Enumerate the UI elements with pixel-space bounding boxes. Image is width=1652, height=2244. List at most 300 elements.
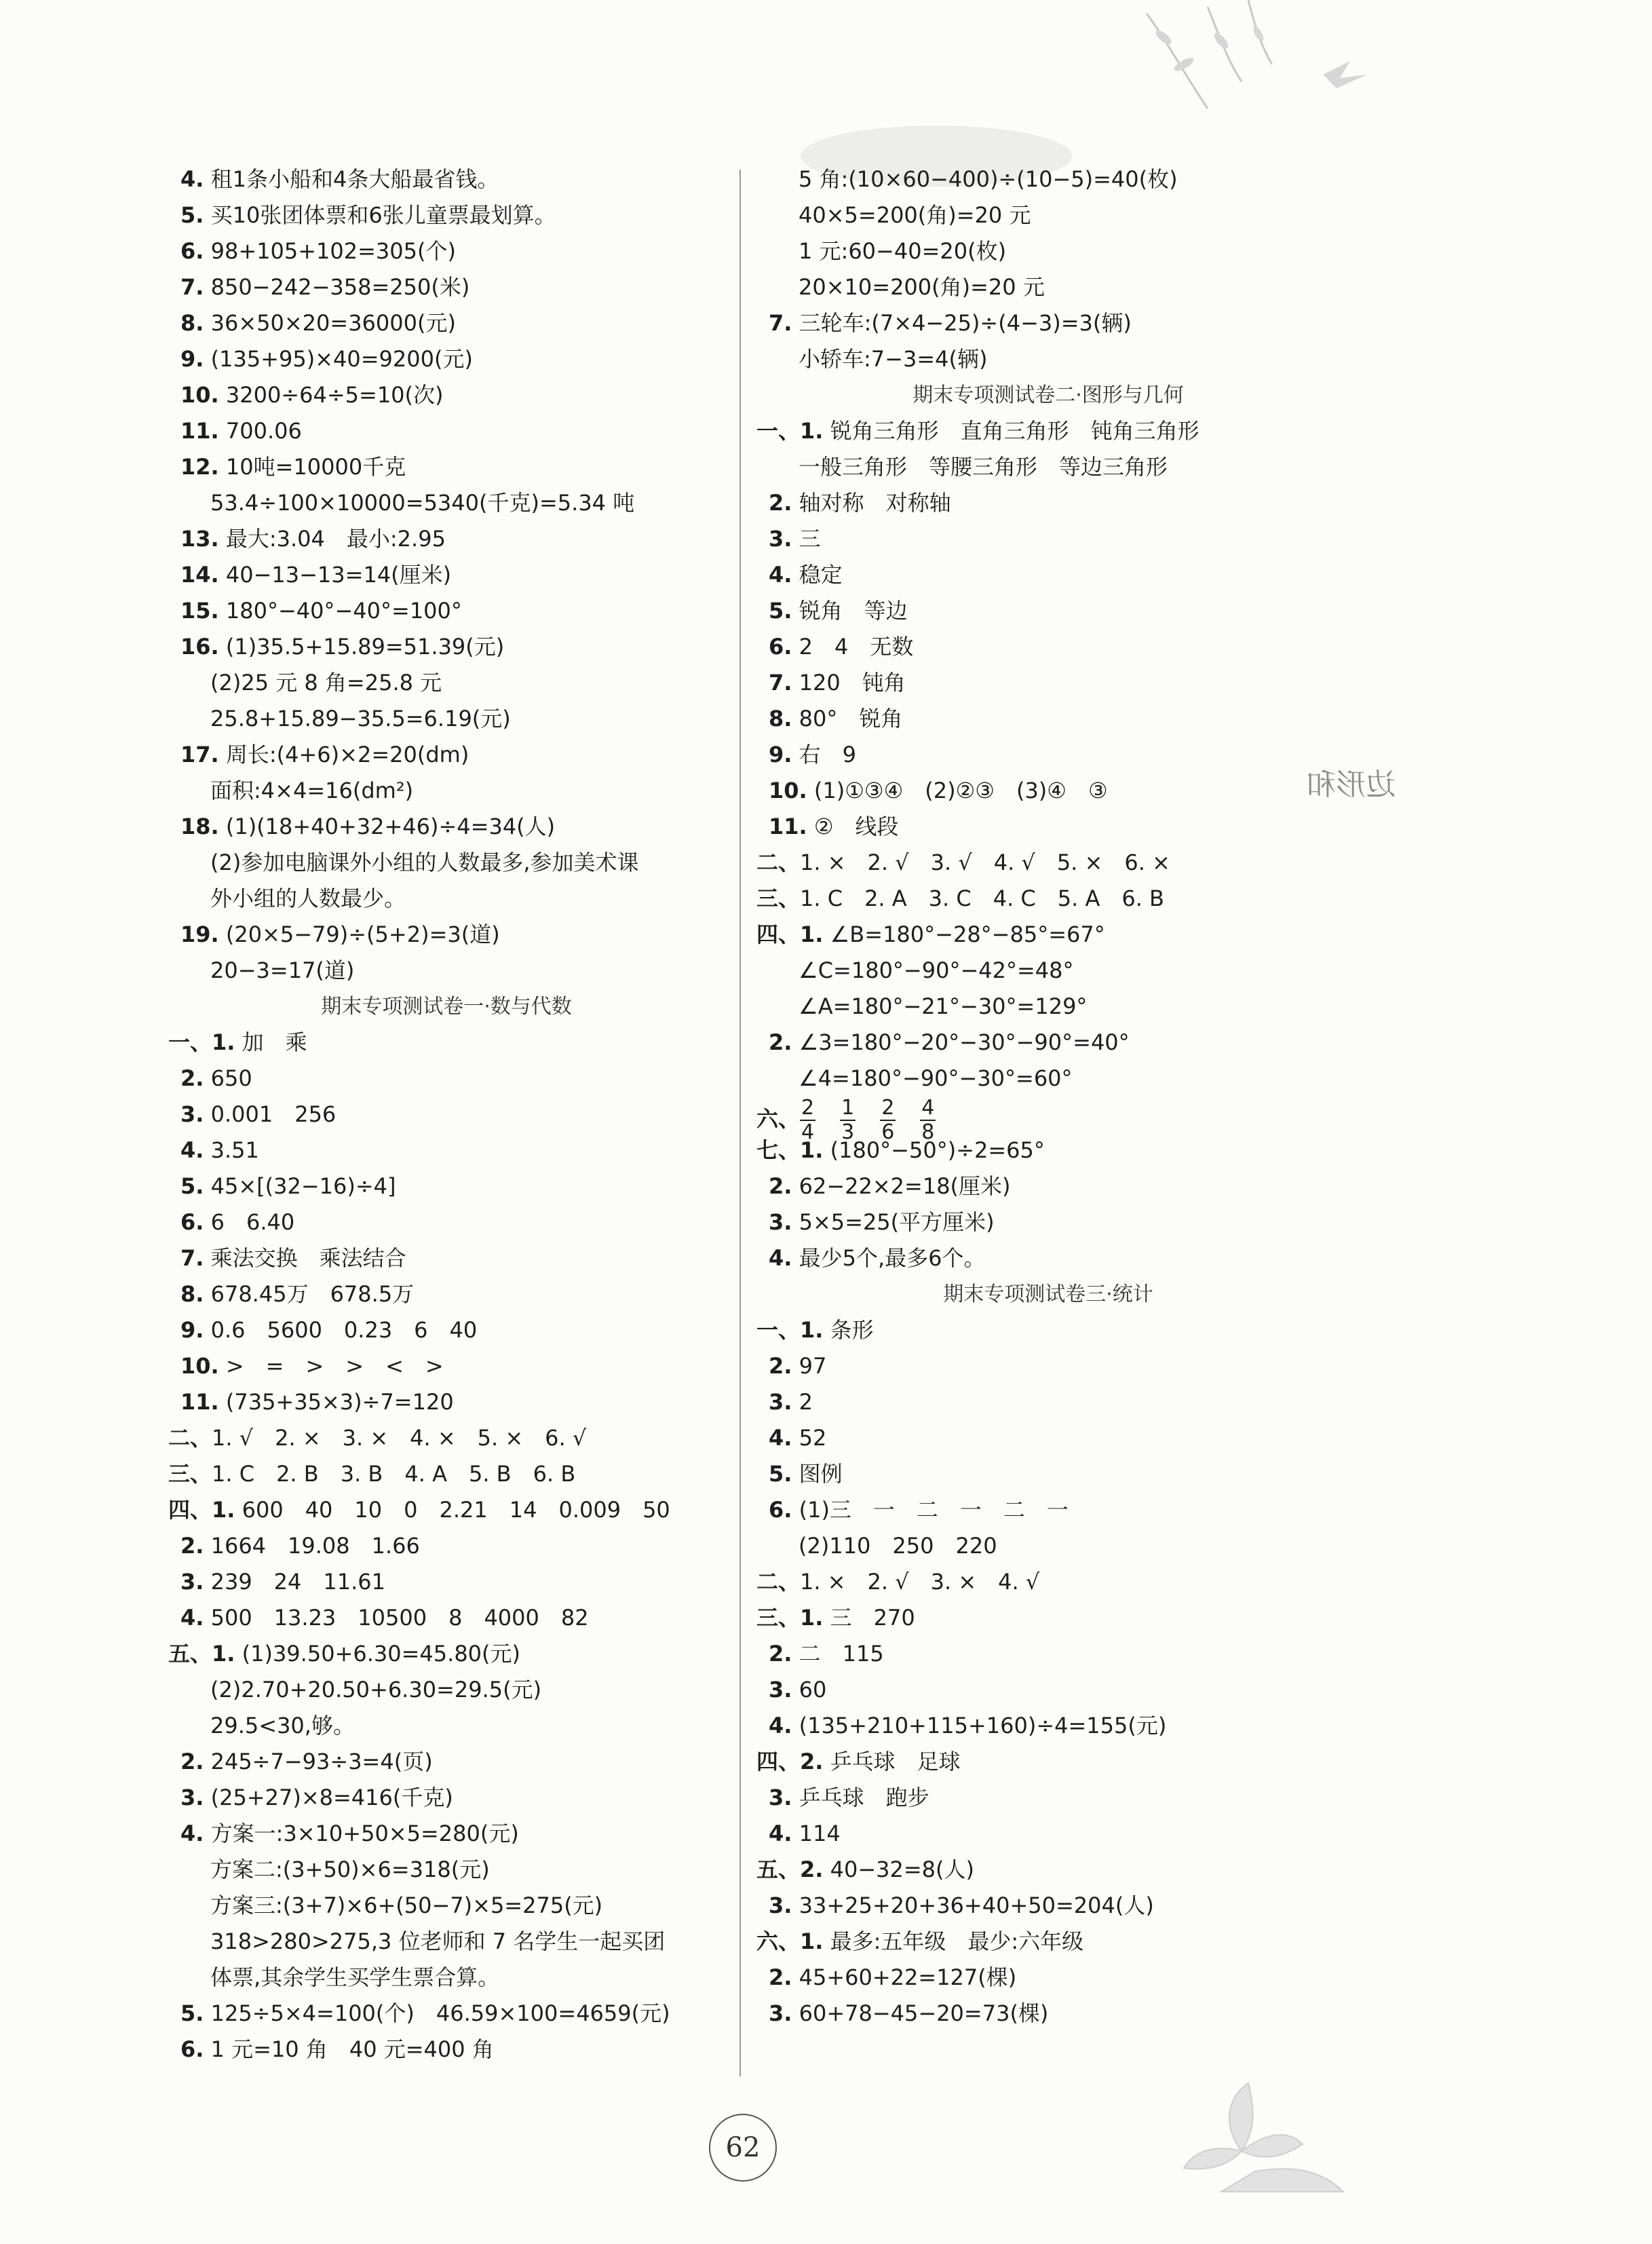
answer-line (168, 1600, 725, 1636)
answer-text: ∠B=180°−28°−85°=67° (830, 921, 1105, 947)
answer-text: 29.5<30,够。 (210, 1713, 355, 1738)
section-number: 六、 (756, 1928, 801, 1954)
answer-line (168, 1133, 725, 1168)
answer-line (168, 593, 725, 629)
answer-line (756, 1960, 1340, 1996)
answer-line (168, 665, 725, 701)
answer-line (168, 1528, 725, 1564)
section-number: 五、 (168, 1641, 212, 1667)
answer-line (168, 1636, 725, 1672)
answer-line (756, 665, 1340, 701)
answer-text: 3.51 (210, 1137, 259, 1163)
answer-text: 外小组的人数最少。 (210, 886, 406, 911)
answer-line (756, 1025, 1340, 1061)
item-number: 18. (180, 814, 219, 839)
item-number: 2. (180, 1065, 204, 1091)
section-number: 六、 (756, 1106, 801, 1132)
item-number: 3. (180, 1101, 204, 1127)
answer-text: 锐角三角形 直角三角形 钝角三角形 (830, 418, 1199, 444)
item-number: 5. (180, 1173, 204, 1199)
right-column (756, 161, 1340, 2032)
answer-line (168, 1996, 725, 2032)
answer-line (756, 1852, 1340, 1888)
item-number: 2. (769, 490, 792, 516)
answer-line (756, 233, 1340, 269)
answer-text: (735+35×3)÷7=120 (225, 1389, 454, 1415)
answer-line (168, 1384, 725, 1420)
section-number: 七、 (756, 1137, 801, 1163)
answer-text: (2)参加电脑课外小组的人数最多,参加美术课 (210, 850, 639, 875)
item-number: 7. (769, 670, 792, 696)
item-number: 9. (180, 346, 204, 372)
answer-text: 52 (799, 1425, 827, 1451)
answer-line (168, 1168, 725, 1204)
answer-text: 三 270 (830, 1605, 915, 1631)
answer-line (168, 1097, 725, 1133)
item-number: 2. (800, 1857, 824, 1882)
item-number: 10. (769, 778, 807, 803)
answer-line (756, 881, 1340, 917)
answer-text: ∠C=180°−90°−42°=48° (799, 957, 1074, 983)
item-number: 2. (769, 1029, 792, 1055)
answer-line (756, 197, 1340, 233)
item-number: 2. (769, 1641, 792, 1667)
item-number: 14. (180, 562, 219, 588)
section-number: 三、 (756, 1605, 801, 1631)
answer-line (168, 1240, 725, 1276)
answer-text: (2)25 元 8 角=25.8 元 (210, 670, 442, 696)
answer-line (756, 1096, 1340, 1144)
answer-text: 稳定 (799, 562, 843, 588)
answer-text: 600 40 10 0 2.21 14 0.009 50 (242, 1497, 670, 1523)
answer-line (756, 773, 1340, 809)
item-number: 11. (769, 814, 807, 839)
answer-line (756, 1456, 1340, 1492)
item-number: 17. (180, 742, 219, 767)
item-number: 6. (769, 634, 792, 660)
answer-line (756, 989, 1340, 1025)
answer-line (756, 1744, 1340, 1780)
answer-text: (180°−50°)÷2=65° (830, 1137, 1045, 1163)
section-heading: 期末专项测试卷一·数与代数 (321, 995, 572, 1019)
item-number: 8. (769, 706, 792, 731)
answer-line (168, 233, 725, 269)
answer-text: 45×[(32−16)÷4] (210, 1173, 396, 1199)
answer-text: 3200÷64÷5=10(次) (225, 382, 444, 408)
answer-line (168, 629, 725, 665)
fraction-denominator: 4 (801, 1120, 815, 1144)
item-number: 16. (180, 634, 219, 660)
answer-text: 40−13−13=14(厘米) (225, 562, 452, 588)
answer-line (756, 557, 1340, 593)
section-number: 三、 (168, 1461, 212, 1487)
answer-line (756, 1996, 1340, 2032)
section-number: 二、 (756, 1569, 801, 1595)
answer-text: (1)35.5+15.89=51.39(元) (225, 634, 505, 660)
answer-line (168, 1564, 725, 1600)
answer-line (168, 1276, 725, 1312)
item-number: 4. (180, 1821, 204, 1846)
answer-text: (25+27)×8=416(千克) (210, 1785, 453, 1810)
answer-text: 33+25+20+36+40+50=204(人) (799, 1893, 1154, 1918)
answer-line (168, 1888, 725, 1924)
answer-line (168, 1061, 725, 1097)
answer-line (168, 1204, 725, 1240)
answer-text: 60+78−45−20=73(棵) (799, 2000, 1049, 2026)
item-number: 7. (769, 310, 792, 336)
answer-line (168, 521, 725, 557)
answer-line (168, 485, 725, 521)
answer-line (756, 305, 1340, 341)
answer-line (756, 1564, 1340, 1600)
answer-text: 40×5=200(角)=20 元 (799, 202, 1031, 228)
answer-line (756, 1168, 1340, 1204)
answer-line (756, 521, 1340, 557)
item-number: 5. (769, 598, 792, 624)
answer-line (168, 1312, 725, 1348)
item-number: 10. (180, 1353, 219, 1379)
answer-text: 5 角:(10×60−400)÷(10−5)=40(枚) (799, 166, 1178, 192)
answer-line (168, 1708, 725, 1744)
answer-text: (2)2.70+20.50+6.30=29.5(元) (210, 1677, 542, 1703)
answer-text: 方案三:(3+7)×6+(50−7)×5=275(元) (210, 1893, 603, 1918)
answer-line (168, 161, 725, 197)
answer-text: 318>280>275,3 位老师和 7 名学生一起买团 (210, 1928, 666, 1954)
answer-line (756, 845, 1340, 881)
fraction-denominator: 3 (841, 1120, 855, 1144)
answer-line (168, 881, 725, 917)
item-number: 2. (769, 1353, 792, 1379)
answer-text: 114 (799, 1821, 841, 1846)
item-number: 8. (180, 310, 204, 336)
answer-line (756, 917, 1340, 953)
item-number: 3. (180, 1785, 204, 1810)
answer-text: 0.001 256 (210, 1101, 337, 1127)
answer-text: 三轮车:(7×4−25)÷(4−3)=3(辆) (799, 310, 1132, 336)
item-number: 19. (180, 921, 219, 947)
item-number: 15. (180, 598, 219, 624)
answer-text: 2 (799, 1389, 813, 1415)
answer-line (168, 701, 725, 737)
item-number: 7. (180, 274, 204, 300)
answer-line (168, 773, 725, 809)
answer-text: 轴对称 对称轴 (799, 490, 951, 516)
section-number: 四、 (756, 1749, 801, 1774)
answer-text: 租1条小船和4条大船最省钱。 (210, 166, 499, 192)
answer-text: ∠4=180°−90°−30°=60° (799, 1065, 1073, 1091)
answer-text: 1 元=10 角 40 元=400 角 (210, 2036, 494, 2062)
answer-text: ∠3=180°−20°−30°−90°=40° (799, 1029, 1130, 1055)
item-number: 4. (769, 1245, 792, 1271)
answer-line (168, 197, 725, 233)
item-number: 6. (769, 1497, 792, 1523)
answer-text: 6 6.40 (210, 1209, 295, 1235)
answer-line (168, 1744, 725, 1780)
column-divider (739, 170, 741, 2076)
answer-text: 乘法交换 乘法结合 (210, 1245, 406, 1271)
answer-text: 125÷5×4=100(个) 46.59×100=4659(元) (210, 2000, 670, 2026)
section-number: 一、 (756, 418, 801, 444)
answer-text: 买10张团体票和6张儿童票最划算。 (210, 202, 556, 228)
answer-line (756, 1061, 1340, 1097)
answer-line (168, 1672, 725, 1708)
answer-line (168, 737, 725, 773)
answer-line (168, 845, 725, 881)
item-number: 4. (769, 1821, 792, 1846)
item-number: 1. (800, 921, 824, 947)
answer-line (168, 269, 725, 305)
item-number: 10. (180, 382, 219, 408)
answer-text: 1664 19.08 1.66 (210, 1533, 420, 1559)
answer-line (756, 737, 1340, 773)
answer-text: 97 (799, 1353, 827, 1379)
answer-line (756, 1780, 1340, 1816)
answer-text: 三 (799, 526, 821, 552)
answer-line (756, 1600, 1340, 1636)
answer-line (168, 1025, 725, 1061)
answer-text: 36×50×20=36000(元) (210, 310, 456, 336)
answer-line (756, 1528, 1340, 1564)
answer-text: 2 4 无数 (799, 634, 914, 660)
fraction-numerator: 2 (801, 1096, 815, 1120)
section-number: 四、 (168, 1497, 212, 1523)
answer-text: 图例 (799, 1461, 843, 1487)
answer-text: (1)三 一 二 一 二 一 (799, 1497, 1069, 1523)
answer-line (168, 557, 725, 593)
answer-text: 1. × 2. √ 3. √ 4. √ 5. × 6. × (800, 850, 1170, 875)
item-number: 4. (769, 1425, 792, 1451)
answer-text: 方案二:(3+50)×6=318(元) (210, 1857, 490, 1882)
item-number: 3. (180, 1569, 204, 1595)
item-number: 4. (180, 1605, 204, 1631)
item-number: 4. (180, 166, 204, 192)
answer-line (168, 809, 725, 845)
item-number: 3. (769, 1389, 792, 1415)
fraction-numerator: 2 (881, 1096, 895, 1120)
section-number: 四、 (756, 921, 801, 947)
answer-line (168, 377, 725, 413)
item-number: 2. (800, 1749, 824, 1774)
answer-line (756, 485, 1340, 521)
answer-line (756, 413, 1340, 449)
item-number: 5. (769, 1461, 792, 1487)
item-number: 4. (769, 1713, 792, 1738)
answer-line (168, 953, 725, 989)
item-number: 2. (769, 1173, 792, 1199)
answer-line (756, 1888, 1340, 1924)
answer-line (756, 1312, 1340, 1348)
item-number: 4. (180, 1137, 204, 1163)
answer-line (168, 1492, 725, 1528)
item-number: 1. (800, 1317, 824, 1343)
answer-text: (2)110 250 220 (799, 1533, 997, 1559)
answer-line (756, 1708, 1340, 1744)
section-number: 二、 (756, 850, 801, 875)
section-number: 一、 (168, 1029, 212, 1055)
answer-text: 体票,其余学生买学生票合算。 (210, 1964, 500, 1990)
answer-line (756, 1348, 1340, 1384)
item-number: 1. (212, 1029, 235, 1055)
answer-text: 40−32=8(人) (830, 1857, 975, 1882)
section-number: 五、 (756, 1857, 801, 1882)
item-number: 6. (180, 238, 204, 264)
answer-line (756, 1204, 1340, 1240)
answer-text: 小轿车:7−3=4(辆) (799, 346, 988, 372)
answer-text: 120 钝角 (799, 670, 906, 696)
answer-line (756, 953, 1340, 989)
answer-line (756, 1492, 1340, 1528)
answer-line (168, 413, 725, 449)
item-number: 9. (180, 1317, 204, 1343)
answer-text: 1. × 2. √ 3. × 4. √ (800, 1569, 1040, 1595)
answer-text: 乒乓球 足球 (830, 1749, 961, 1774)
answer-text: 10吨=10000千克 (225, 454, 406, 480)
left-column (168, 161, 725, 2068)
item-number: 3. (769, 1677, 792, 1703)
item-number: 1. (800, 1605, 824, 1631)
item-number: 2. (180, 1749, 204, 1774)
answer-line (168, 1348, 725, 1384)
answer-text: 650 (210, 1065, 252, 1091)
flower-decoration-bottom-right (1119, 2015, 1364, 2205)
answer-text: 500 13.23 10500 8 4000 82 (210, 1605, 589, 1631)
item-number: 9. (769, 742, 792, 767)
answer-line (168, 1456, 725, 1492)
answer-line (756, 341, 1340, 377)
answer-text: 最多:五年级 最少:六年级 (830, 1928, 1084, 1954)
fraction-numerator: 4 (921, 1096, 935, 1120)
answer-text: 周长:(4+6)×2=20(dm) (225, 742, 469, 767)
item-number: 1. (800, 1928, 824, 1954)
answer-line (756, 269, 1340, 305)
answer-text: 1. √ 2. × 3. × 4. × 5. × 6. √ (212, 1425, 587, 1451)
item-number: 1. (212, 1497, 235, 1523)
item-number: 8. (180, 1281, 204, 1307)
answer-text: 锐角 等边 (799, 598, 908, 624)
fraction-numerator: 1 (841, 1096, 855, 1120)
item-number: 11. (180, 418, 219, 444)
item-number: 1. (800, 418, 824, 444)
answer-text: 条形 (830, 1317, 874, 1343)
answer-text: (135+210+115+160)÷4=155(元) (799, 1713, 1167, 1738)
answer-line (756, 1924, 1340, 1960)
answer-text: 一般三角形 等腰三角形 等边三角形 (799, 454, 1168, 480)
answer-text: 方案一:3×10+50×5=280(元) (210, 1821, 519, 1846)
answer-line (168, 917, 725, 953)
answer-text: (20×5−79)÷(5+2)=3(道) (225, 921, 500, 947)
answer-text: 右 9 (799, 742, 856, 767)
item-number: 7. (180, 1245, 204, 1271)
item-number: 3. (769, 1209, 792, 1235)
answer-text: 加 乘 (242, 1029, 307, 1055)
fraction-denominator: 8 (921, 1120, 935, 1144)
answer-line (756, 1816, 1340, 1852)
answer-line (756, 1420, 1340, 1456)
answer-line (756, 593, 1340, 629)
item-number: 4. (769, 562, 792, 588)
answer-text: (1)(18+40+32+46)÷4=34(人) (225, 814, 556, 839)
answer-text: ② 线段 (813, 814, 899, 839)
answer-text: 245÷7−93÷3=4(页) (210, 1749, 433, 1774)
answer-text: 53.4÷100×10000=5340(千克)=5.34 吨 (210, 490, 635, 516)
answer-text: 1. C 2. B 3. B 4. A 5. B 6. B (212, 1461, 576, 1487)
answer-text: 面积:4×4=16(dm²) (210, 778, 414, 803)
leaf-decoration-top-right (1126, 0, 1398, 149)
item-number: 3. (769, 1893, 792, 1918)
item-number: 1. (800, 1137, 824, 1163)
section-heading: 期末专项测试卷二·图形与几何 (913, 383, 1184, 407)
fraction-denominator: 6 (881, 1120, 895, 1144)
answer-text: 乒乓球 跑步 (799, 1785, 929, 1810)
answer-line (756, 629, 1340, 665)
answer-line (168, 1816, 725, 1852)
answer-text: (1)①③④ (2)②③ (3)④ ③ (813, 778, 1108, 803)
answer-text: 180°−40°−40°=100° (225, 598, 462, 624)
answer-text: 60 (799, 1677, 827, 1703)
answer-line (168, 1420, 725, 1456)
item-number: 13. (180, 526, 219, 552)
item-number: 1. (212, 1641, 235, 1667)
item-number: 11. (180, 1389, 219, 1415)
answer-line (756, 449, 1340, 485)
answer-text: > = > > < > (225, 1353, 444, 1379)
answer-text: 1 元:60−40=20(枚) (799, 238, 1007, 264)
answer-line (756, 1636, 1340, 1672)
item-number: 3. (769, 2000, 792, 2026)
answer-text: 45+60+22=127(棵) (799, 1964, 1017, 1990)
item-number: 3. (769, 526, 792, 552)
answer-text: 最大:3.04 最小:2.95 (225, 526, 446, 552)
answer-line (168, 2032, 725, 2068)
answer-line (168, 1852, 725, 1888)
answer-line (168, 341, 725, 377)
answer-line (756, 809, 1340, 845)
answer-line (168, 1960, 725, 1996)
answer-text: (1)39.50+6.30=45.80(元) (242, 1641, 521, 1667)
answer-text: 62−22×2=18(厘米) (799, 1173, 1011, 1199)
answer-text: 20−3=17(道) (210, 957, 355, 983)
answer-text: 1. C 2. A 3. C 4. C 5. A 6. B (800, 886, 1165, 911)
item-number: 3. (769, 1785, 792, 1810)
page-number: 62 (709, 2114, 777, 2182)
section-number: 二、 (168, 1425, 212, 1451)
answer-text: 25.8+15.89−35.5=6.19(元) (210, 706, 511, 731)
section-number: 一、 (756, 1317, 801, 1343)
section-number: 三、 (756, 886, 801, 911)
answer-text: (135+95)×40=9200(元) (210, 346, 473, 372)
answer-line (756, 1133, 1340, 1168)
item-number: 5. (180, 202, 204, 228)
stray-bleed-text: 边形和 (1306, 767, 1396, 802)
answer-line (756, 1672, 1340, 1708)
answer-text: 80° 锐角 (799, 706, 903, 731)
answer-text: 700.06 (225, 418, 302, 444)
item-number: 6. (180, 2036, 204, 2062)
section-heading: 期末专项测试卷三·统计 (943, 1282, 1153, 1306)
item-number: 2. (769, 1964, 792, 1990)
answer-line (168, 305, 725, 341)
answer-text: 0.6 5600 0.23 6 40 (210, 1317, 478, 1343)
answer-line (756, 1240, 1340, 1276)
answer-text: 678.45万 678.5万 (210, 1281, 415, 1307)
answer-text: 239 24 11.61 (210, 1569, 386, 1595)
answer-text: 98+105+102=305(个) (210, 238, 456, 264)
answer-line (168, 449, 725, 485)
answer-text: 850−242−358=250(米) (210, 274, 470, 300)
item-number: 6. (180, 1209, 204, 1235)
answer-text: 20×10=200(角)=20 元 (799, 274, 1045, 300)
answer-text: 二 115 (799, 1641, 884, 1667)
